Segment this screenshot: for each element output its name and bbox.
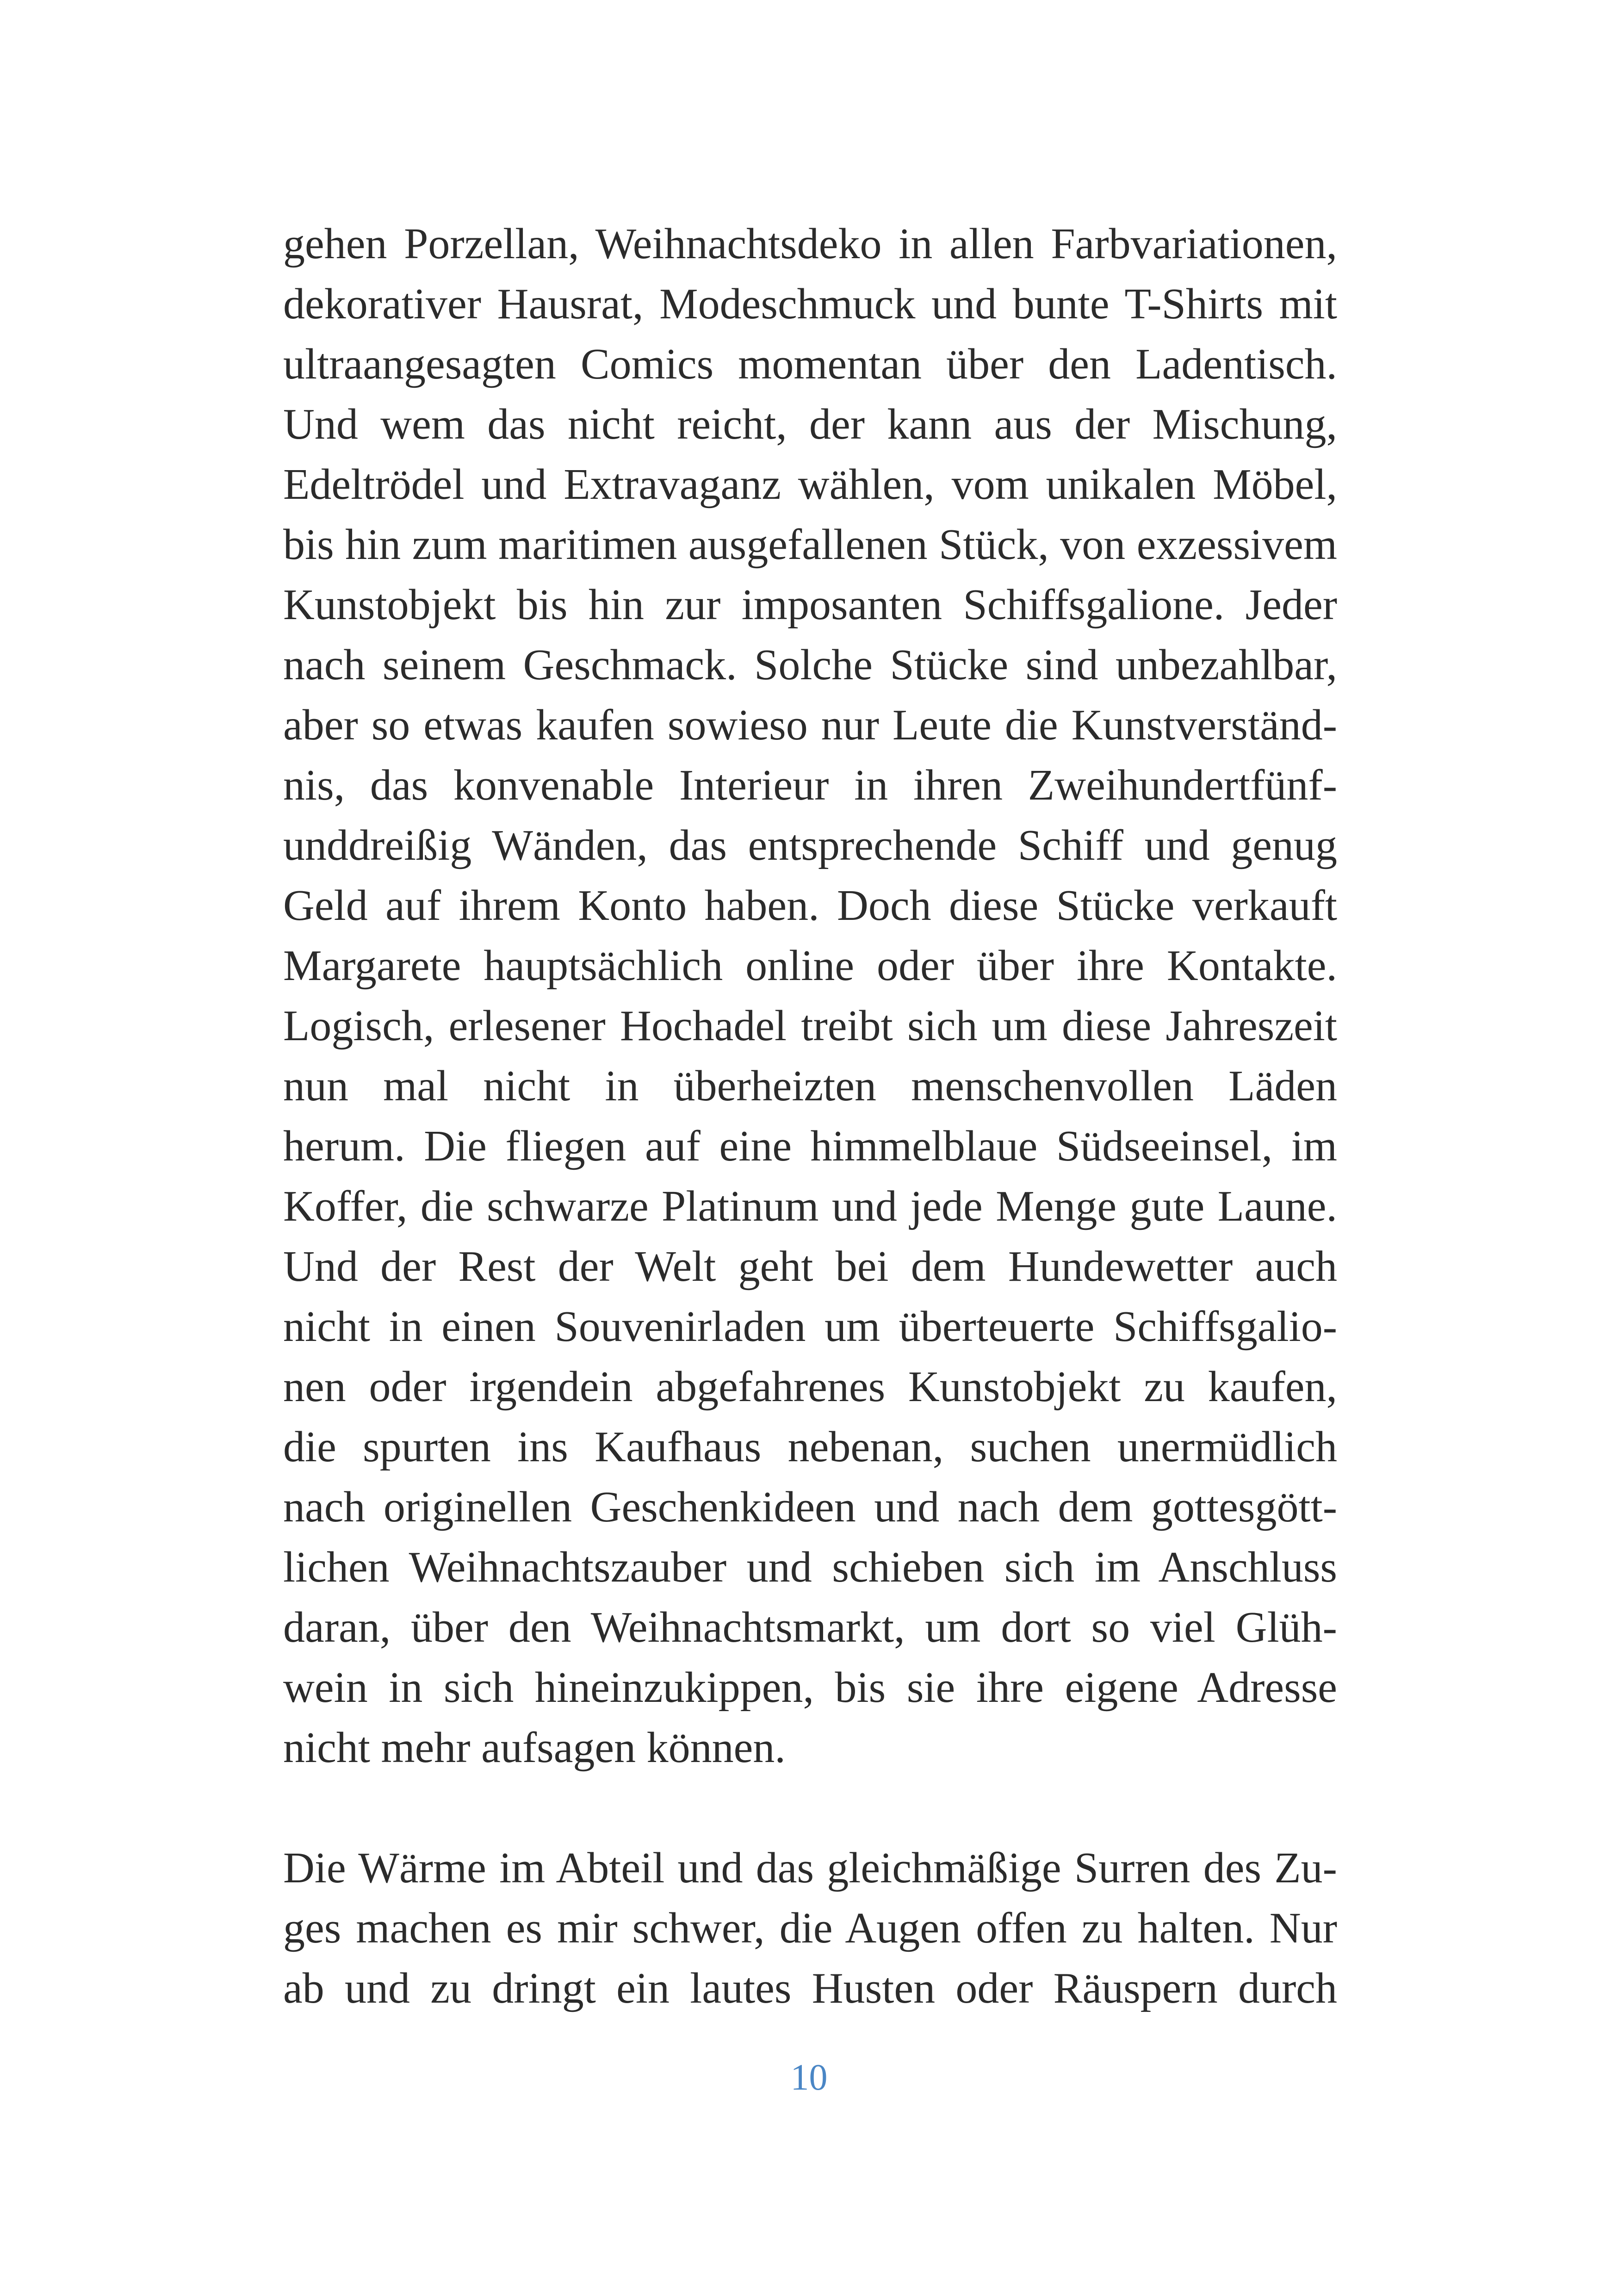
text-line: Die Wärme im Abteil und das gleichmäßige Surren des Zu- <box>283 1844 1337 1892</box>
text-line: ultraangesagten Comics momentan über den Ladentisch. <box>283 340 1337 388</box>
text-line: ab und zu dringt ein lautes Husten oder Räuspern durch <box>283 1964 1337 2012</box>
text-line: daran, über den Weihnachtsmarkt, um dort so viel Glüh- <box>283 1603 1337 1651</box>
text-line: unddreißig Wänden, das entsprechende Schiff und genug <box>283 821 1337 869</box>
text-line: Und der Rest der Welt geht bei dem Hundewetter auch <box>283 1242 1337 1291</box>
text-line: Edeltrödel und Extravaganz wählen, vom unikalen Möbel, <box>283 460 1337 509</box>
text-line: nen oder irgendein abgefahrenes Kunstobjekt zu kaufen, <box>283 1363 1337 1411</box>
paragraph-spacer <box>283 1778 1337 1838</box>
text-line: bis hin zum maritimen ausgefallenen Stück, von exzessivem <box>283 521 1337 569</box>
text-line: Geld auf ihrem Konto haben. Doch diese Stücke verkauft <box>283 881 1337 930</box>
text-line: Koffer, die schwarze Platinum und jede Menge gute Laune. <box>283 1182 1337 1230</box>
text-line: ges machen es mir schwer, die Augen offen zu halten. Nur <box>283 1904 1337 1952</box>
paragraph-2 <box>283 1838 1337 2018</box>
text-line: aber so etwas kaufen sowieso nur Leute die Kunstverständ- <box>283 701 1337 749</box>
text-line: die spurten ins Kaufhaus nebenan, suchen unermüdlich <box>283 1423 1337 1471</box>
text-line: nach originellen Geschenkideen und nach dem gottesgött- <box>283 1483 1337 1531</box>
text-line: Margarete hauptsächlich online oder über ihre Kontakte. <box>283 942 1337 990</box>
text-line: nis, das konvenable Interieur in ihren Zweihundertfünf- <box>283 761 1337 809</box>
text-line: lichen Weihnachtszauber und schieben sich im Anschluss <box>283 1543 1337 1591</box>
text-line: Logisch, erlesener Hochadel treibt sich um diese Jahreszeit <box>283 1002 1337 1050</box>
text-line: wein in sich hineinzukippen, bis sie ihre eigene Adresse <box>283 1663 1337 1712</box>
text-line: gehen Porzellan, Weihnachtsdeko in allen Farbvariationen, <box>283 220 1337 268</box>
text-line: dekorativer Hausrat, Modeschmuck und bunte T-Shirts mit <box>283 280 1337 328</box>
body-text <box>283 214 1337 2018</box>
page-number: 10 <box>790 2057 828 2098</box>
text-line: nicht in einen Souvenirladen um überteuerte Schiffsgalio- <box>283 1303 1337 1351</box>
text-line: nach seinem Geschmack. Solche Stücke sind unbezahlbar, <box>283 641 1337 689</box>
paragraph-1 <box>283 214 1337 1778</box>
text-line: nicht mehr aufsagen können. <box>283 1724 786 1772</box>
text-line: nun mal nicht in überheizten menschenvollen Läden <box>283 1062 1337 1110</box>
text-line: Und wem das nicht reicht, der kann aus der Mischung, <box>283 400 1337 448</box>
text-line: herum. Die fliegen auf eine himmelblaue Südseeinsel, im <box>283 1122 1337 1170</box>
text-line: Kunstobjekt bis hin zur imposanten Schiffsgalione. Jeder <box>283 581 1337 629</box>
